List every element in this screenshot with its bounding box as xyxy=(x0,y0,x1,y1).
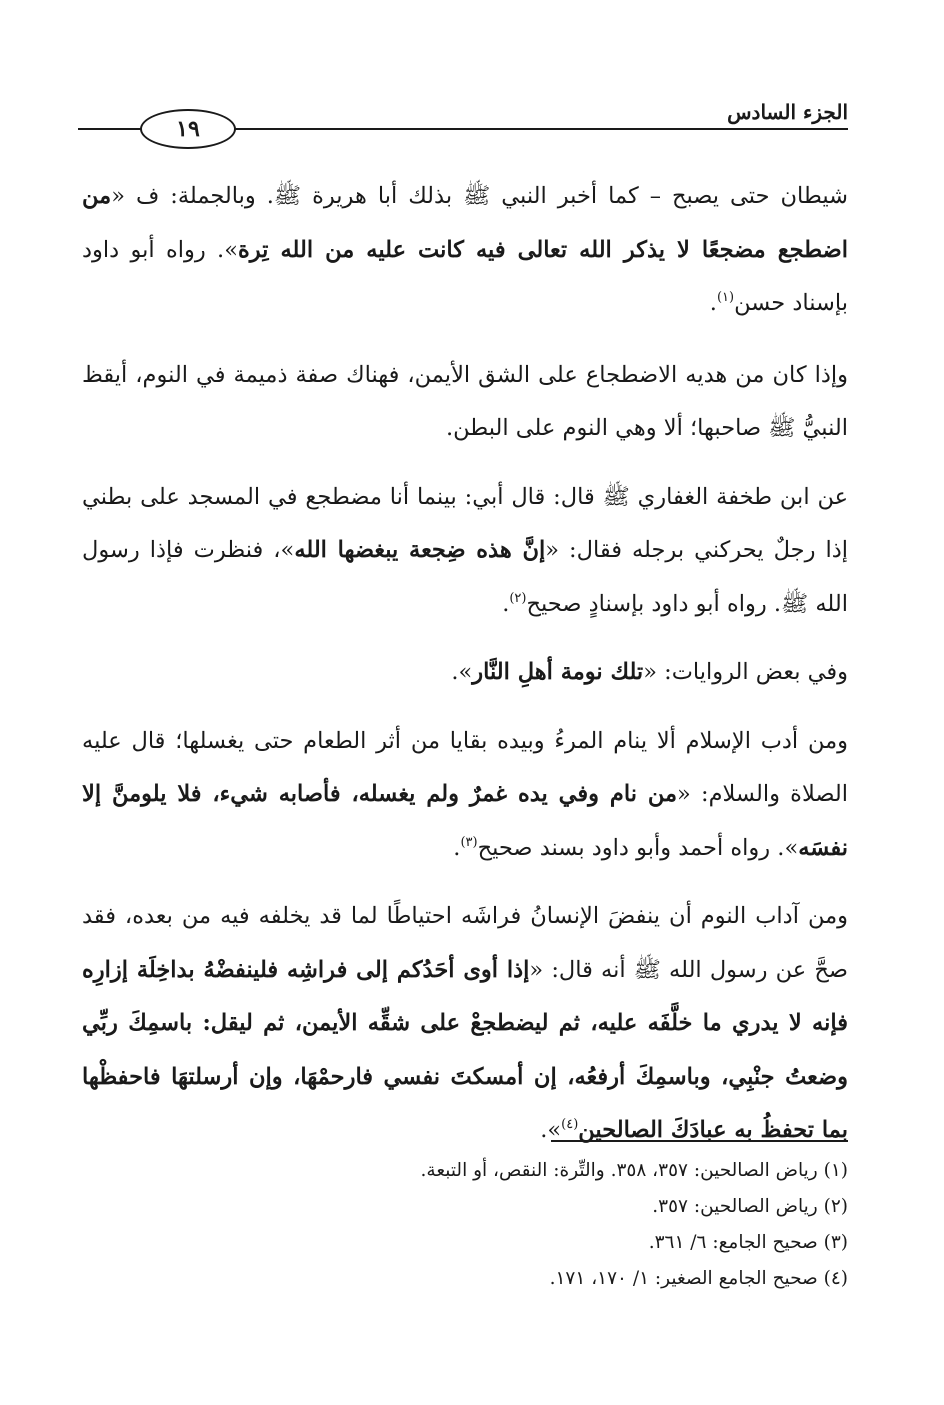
paragraph xyxy=(82,646,848,700)
text-run: ومن أدب الإسلام ألا ينام المرءُ وبيده بقايا من أثر الطعام حتى يغسلها؛ قال عليه الصلاة والسلام: « xyxy=(82,727,848,807)
text-run: ». xyxy=(451,659,473,685)
text-run: ». رواه أحمد وأبو داود بسند صحيح xyxy=(477,834,799,861)
footnote-separator xyxy=(551,1140,848,1142)
footnote-ref: (١) xyxy=(716,290,735,305)
hadith-quote: من اضطجع مضجعًا لا يذكر الله تعالى فيه كانت عليه من الله تِرة xyxy=(82,183,849,263)
body-text xyxy=(82,170,848,1173)
footnotes xyxy=(82,1153,848,1297)
paragraph xyxy=(82,471,848,632)
text-run: وإذا كان من هديه الاضطجاع على الشق الأيمن، فهناك صفة ذميمة في النوم، أيقظ النبيُّ ﷺ صاحبها؛ ألا وهي النوم على البطن. xyxy=(82,361,848,441)
text-run: ومن آداب النوم أن ينفضَ الإنسانُ فراشَه احتياطًا لما قد يخلفه فيه من بعده، فقد صحَّ عن رسول الله ﷺ أنه قال: « xyxy=(82,903,848,983)
hadith-quote: إنَّ هذه ضِجعة يبغضها الله xyxy=(294,537,546,563)
footnote: (٤) صحيح الجامع الصغير: ١/ ١٧٠، ١٧١. xyxy=(549,1268,848,1289)
paragraph xyxy=(82,170,848,331)
paragraph xyxy=(82,890,848,1158)
hadith-quote: إذا أوى أحَدُكم إلى فراشِه فلينفضْهُ بداخِلَة إزارِه فإنه لا يدري ما خلَّفَه عليه، ثم ليضطجعْ على شقِّه الأيمن، ثم ليقل: باسمِكَ ربِّي وضعتُ جنْبِي، وباسمِكَ أرفعُه، إن أمسكتَ نفسي فارحمْهَا، وإن أرسلتهَا فاحفظْها بما تحفظُ به عبادَكَ الصالحين xyxy=(82,956,848,1143)
text-run: »، فنظرت فإذا رسول الله ﷺ. رواه أبو داود بإسنادٍ صحيح xyxy=(82,537,848,617)
footnote: (١) رياض الصالحين: ٣٥٧، ٣٥٨. والتِّرة: النقص، أو التبعة. xyxy=(420,1160,848,1181)
text-run: عن ابن طخفة الغفاري ﷺ قال: قال أبي: بينما أنا مضطجع في المسجد على بطني إذا رجلٌ يحركني برجله فقال: « xyxy=(82,483,848,563)
page-number: ١٩ xyxy=(140,109,236,149)
footnote: (٢) رياض الصالحين: ٣٥٧. xyxy=(652,1196,848,1217)
text-run: . xyxy=(709,290,717,316)
text-run: . xyxy=(502,590,510,617)
text-run: وفي بعض الروايات: « xyxy=(643,659,848,685)
hadith-quote: تلك نومة أهلِ النَّار xyxy=(472,659,644,685)
footnote-ref: (٢) xyxy=(509,590,527,606)
running-head: الجزء السادس xyxy=(727,100,848,124)
page-header xyxy=(78,96,848,156)
hadith-quote: من نام وفي يده غمرٌ ولم يغسله، فأصابه شيء، فلا يلومنَّ إلا نفسَه xyxy=(82,781,848,861)
footnote: (٣) صحيح الجامع: ٦/ ٣٦١. xyxy=(648,1232,848,1253)
text-run: ». xyxy=(540,1117,562,1143)
text-run: ». رواه أبو داود بإسناد حسن xyxy=(82,236,848,316)
footnote-ref: (٣) xyxy=(460,834,478,850)
paragraph xyxy=(82,349,848,456)
text-run: . xyxy=(453,834,461,861)
footnote-ref: (٤) xyxy=(561,1117,579,1132)
text-run: شيطان حتى يصبح – كما أخبر النبي ﷺ بذلك أبا هريرة ﷺ. وبالجملة: ف « xyxy=(111,183,848,209)
paragraph xyxy=(82,715,848,876)
